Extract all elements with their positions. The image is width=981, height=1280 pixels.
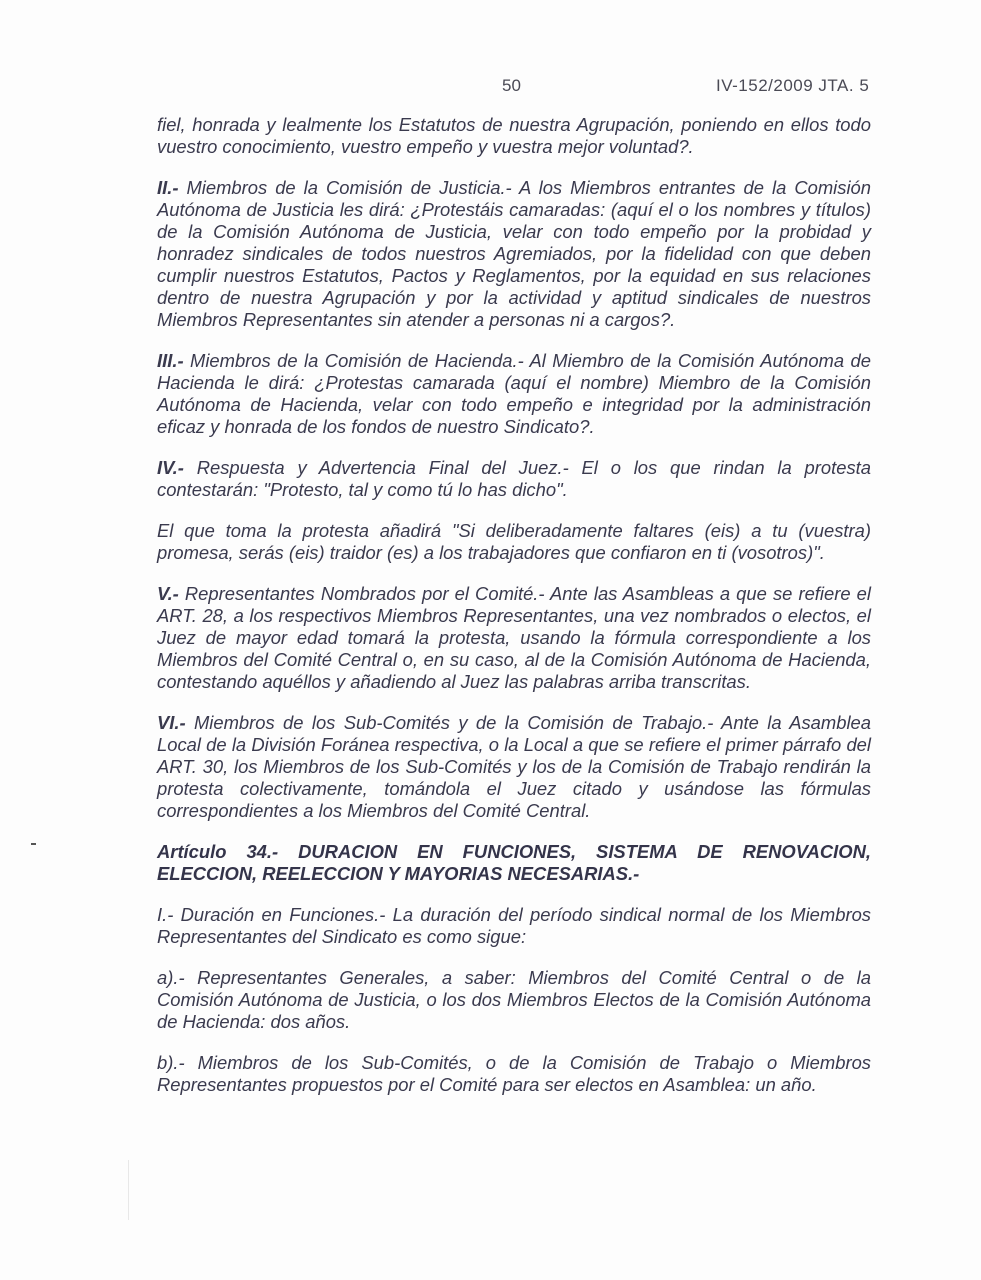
- article-heading: Artículo 34.- DURACION EN FUNCIONES, SISTEMA DE RENOVACION, ELECCION, REELECCION Y MAYORIAS NECESARIAS.-: [157, 841, 871, 884]
- paragraph-section-vi: [157, 712, 871, 822]
- scan-mark: [31, 843, 36, 845]
- paragraph-continuation: fiel, honrada y lealmente los Estatutos de nuestra Agrupación, poniendo en ellos todo vuestro conocimiento, vuestro empeño y vuestra mejor voluntad?.: [157, 114, 871, 157]
- paragraph-section-iii: [157, 350, 871, 438]
- section-label: II.-: [157, 177, 179, 198]
- paragraph-item-b: b).- Miembros de los Sub-Comités, o de la Comisión de Trabajo o Miembros Representantes propuestos por el Comité para ser electos en Asamblea: un año.: [157, 1052, 871, 1095]
- paragraph-section-v: [157, 583, 871, 693]
- section-label: IV.-: [157, 457, 184, 478]
- page-header: [0, 76, 981, 98]
- paragraph-text: Representantes Nombrados por el Comité.- Ante las Asambleas a que se refiere el ART. 28, a los respectivos Miembros Representantes, una vez nombrados o electos, el Juez de mayor edad tomará la protesta, usando la fórmula correspondiente a los Miembros del Comité Central o, en su caso, al de la Comisión Autónoma de Hacienda, contestando aquéllos y añadiendo al Juez las palabras arriba transcritas.: [157, 583, 871, 692]
- paragraph-warning: El que toma la protesta añadirá "Si deliberadamente faltares (eis) a tu (vuestra) promesa, serás (eis) traidor (es) a los trabajadores que confiaron en ti (vosotros)".: [157, 520, 871, 563]
- section-label: V.-: [157, 583, 179, 604]
- document-body: [157, 114, 871, 1115]
- paragraph-text: Miembros de la Comisión de Justicia.- A los Miembros entrantes de la Comisión Autónoma de Justicia les dirá: ¿Protestáis camaradas: (aquí el o los nombres y títulos) de la Comisión Autónoma de Justicia, velar con todo empeño por la probidad y honradez sindicales de todos nuestros Agremiados, por la fidelidad con que deben cumplir nuestros Estatutos, Pactos y Reglamentos, por la equidad en sus relaciones dentro de nuestra Agrupación y por la actividad y aptitud sindicales de nuestros Miembros Representantes sin atender a personas ni a cargos?.: [157, 177, 871, 330]
- paragraph-text: Miembros de la Comisión de Hacienda.- Al Miembro de la Comisión Autónoma de Hacienda le dirá: ¿Protestas camarada (aquí el nombre) Miembro de la Comisión Autónoma de Hacienda, velar con todo empeño e integridad por la administración eficaz y honrada de los fondos de nuestro Sindicato?.: [157, 350, 871, 437]
- section-label: III.-: [157, 350, 184, 371]
- section-label: VI.-: [157, 712, 186, 733]
- scan-edge-line: [128, 1160, 129, 1220]
- page-number: 50: [502, 76, 521, 95]
- paragraph-item-a: a).- Representantes Generales, a saber: Miembros del Comité Central o de la Comisión Autónoma de Justicia, o los dos Miembros Electos de la Comisión Autónoma de Hacienda: dos años.: [157, 967, 871, 1032]
- document-reference: IV-152/2009 JTA. 5: [716, 76, 870, 95]
- paragraph-text: Respuesta y Advertencia Final del Juez.- El o los que rindan la protesta contestarán: "Protesto, tal y como tú lo has dicho".: [157, 457, 871, 500]
- paragraph-duration: I.- Duración en Funciones.- La duración del período sindical normal de los Miembros Representantes del Sindicato es como sigue:: [157, 904, 871, 947]
- paragraph-section-iv: [157, 457, 871, 501]
- paragraph-text: Miembros de los Sub-Comités y de la Comisión de Trabajo.- Ante la Asamblea Local de la División Foránea respectiva, o la Local a que se refiere el primer párrafo del ART. 30, los Miembros de los Sub-Comités y los de la Comisión de Trabajo rendirán la protesta colectivamente, tomándola el Juez citado y usándose las fórmulas correspondientes a los Miembros del Comité Central.: [157, 712, 871, 821]
- paragraph-section-ii: [157, 177, 871, 331]
